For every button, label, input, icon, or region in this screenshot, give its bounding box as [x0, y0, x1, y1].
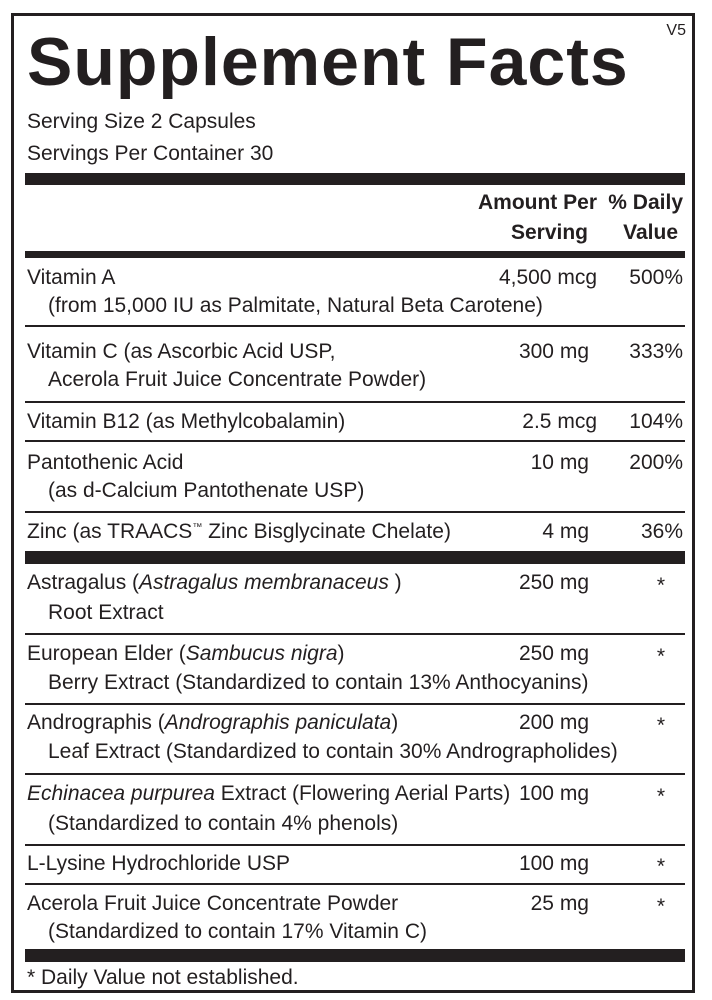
- ingredient-amount: 100 mg: [518, 782, 589, 805]
- ingredient-dv: *: [656, 785, 665, 808]
- version-label: V5: [666, 22, 686, 39]
- ingredient-name-pre: Astragalus (: [27, 571, 140, 594]
- thick-divider-top: [25, 173, 685, 185]
- ingredient-dv: *: [656, 714, 665, 737]
- ingredient-name-pre: L-Lysine Hydrochloride USP: [27, 852, 291, 875]
- row-divider: [25, 440, 685, 442]
- row-divider: [25, 703, 685, 705]
- ingredient-name-post: ): [388, 571, 402, 594]
- header-dv-line2: Value: [623, 221, 678, 244]
- header-amount-line2: Serving: [510, 221, 588, 244]
- ingredient-dv: *: [656, 645, 665, 668]
- trademark-symbol: ™: [192, 522, 203, 533]
- header-dv-line1: % Daily: [608, 191, 683, 214]
- ingredient-amount: 250 mg: [518, 571, 589, 594]
- thick-divider-bottom: [25, 949, 685, 962]
- ingredient-dv: *: [656, 855, 665, 878]
- row-divider: [25, 325, 685, 327]
- nutrient-dv: 36%: [640, 520, 683, 543]
- footnote: * Daily Value not established.: [27, 966, 299, 989]
- serving-size: Serving Size 2 Capsules: [27, 110, 256, 133]
- ingredient-latin-name: Andrographis paniculata: [164, 711, 392, 734]
- ingredient-name-post: ): [391, 711, 399, 734]
- nutrient-detail: (from 15,000 IU as Palmitate, Natural Beta Carotene): [48, 294, 543, 317]
- nutrient-detail: Acerola Fruit Juice Concentrate Powder): [48, 368, 427, 391]
- nutrient-dv: 200%: [629, 451, 683, 474]
- row-divider: [25, 633, 685, 635]
- ingredient-amount: 100 mg: [518, 852, 589, 875]
- ingredient-amount: 25 mg: [530, 892, 589, 915]
- ingredient-name-post: Extract (Flowering Aerial Parts): [214, 782, 511, 805]
- nutrient-detail: (as d-Calcium Pantothenate USP): [48, 479, 365, 502]
- ingredient-detail: Root Extract: [48, 601, 164, 624]
- ingredient-name: [27, 780, 510, 808]
- nutrient-name: Vitamin C (as Ascorbic Acid USP,: [27, 340, 336, 363]
- nutrient-dv: 104%: [629, 410, 683, 433]
- ingredient-detail: (Standardized to contain 4% phenols): [48, 812, 399, 835]
- ingredient-detail: Leaf Extract (Standardized to contain 30% Andrographolides): [48, 740, 618, 763]
- ingredient-name: [27, 890, 398, 918]
- nutrient-name: Vitamin B12 (as Methylcobalamin): [27, 410, 346, 433]
- ingredient-detail: (Standardized to contain 17% Vitamin C): [48, 920, 427, 943]
- thick-divider-middle: [25, 551, 685, 564]
- ingredient-name-pre: European Elder (: [27, 642, 186, 665]
- ingredient-latin-name: Sambucus nigra: [185, 642, 338, 665]
- nutrient-name: Pantothenic Acid: [27, 451, 184, 474]
- ingredient-dv: *: [656, 895, 665, 918]
- header-amount-line1: Amount Per: [477, 191, 597, 214]
- nutrient-name: Vitamin A: [27, 266, 116, 289]
- ingredient-amount: 200 mg: [518, 711, 589, 734]
- row-divider: [25, 511, 685, 513]
- ingredient-name: [27, 709, 398, 737]
- zinc-name-post: Zinc Bisglycinate Chelate): [202, 520, 451, 543]
- ingredient-latin-name: Astragalus membranaceus: [139, 571, 389, 594]
- row-divider: [25, 773, 685, 775]
- panel-title: Supplement Facts: [27, 24, 629, 100]
- ingredient-name: [27, 569, 402, 597]
- nutrient-name: [27, 518, 451, 546]
- servings-per-container: Servings Per Container 30: [27, 142, 274, 165]
- ingredient-latin-name: Echinacea purpurea: [27, 782, 215, 805]
- nutrient-amount: 300 mg: [518, 340, 589, 363]
- thick-divider-header: [25, 251, 685, 258]
- nutrient-dv: 333%: [629, 340, 683, 363]
- ingredient-name: [27, 640, 345, 668]
- ingredient-detail: Berry Extract (Standardized to contain 13% Anthocyanins): [48, 671, 589, 694]
- nutrient-amount: 4 mg: [542, 520, 589, 543]
- zinc-name-pre: Zinc (as TRAACS: [27, 520, 193, 543]
- ingredient-name-pre: Acerola Fruit Juice Concentrate Powder: [27, 892, 399, 915]
- nutrient-amount: 4,500 mcg: [498, 266, 597, 289]
- row-divider: [25, 883, 685, 885]
- row-divider: [25, 844, 685, 846]
- supplement-facts-panel: [11, 13, 695, 993]
- ingredient-amount: 250 mg: [518, 642, 589, 665]
- nutrient-amount: 10 mg: [530, 451, 589, 474]
- ingredient-name: [27, 850, 290, 878]
- ingredient-name-post: ): [337, 642, 345, 665]
- ingredient-name-pre: Andrographis (: [27, 711, 165, 734]
- nutrient-amount: 2.5 mcg: [522, 410, 597, 433]
- ingredient-dv: *: [656, 574, 665, 597]
- row-divider: [25, 401, 685, 403]
- nutrient-dv: 500%: [629, 266, 683, 289]
